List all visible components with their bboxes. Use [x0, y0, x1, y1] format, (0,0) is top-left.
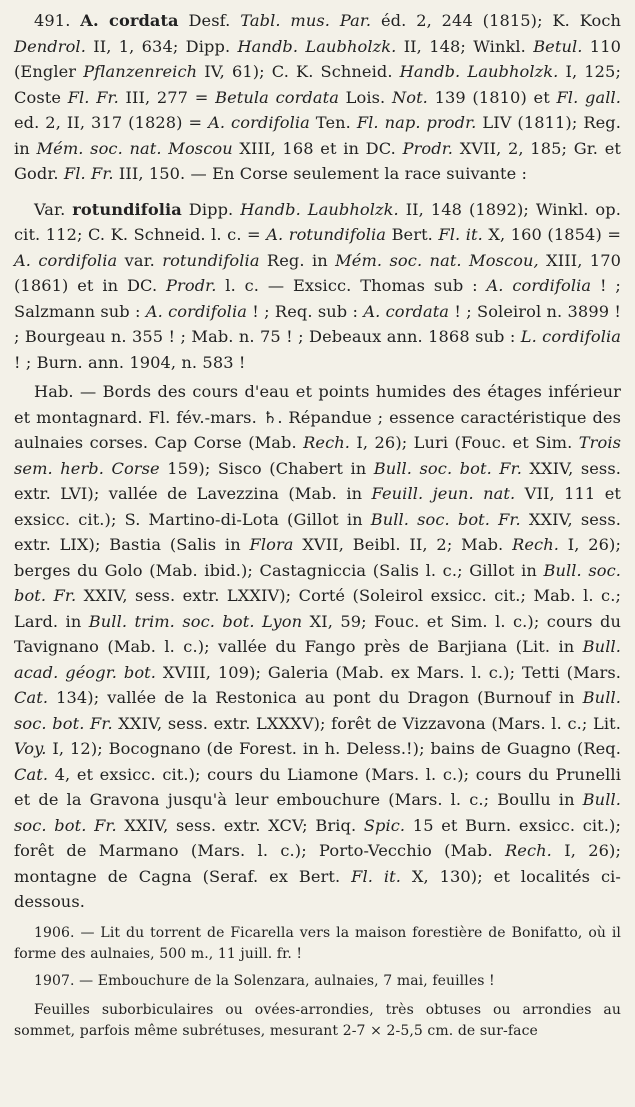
italic-run: Fl. Fr.: [63, 164, 114, 183]
italic-run: Flora: [249, 535, 294, 554]
text-run: X, 130); et localités ci-dessous.: [14, 866, 621, 911]
italic-run: Rech.: [512, 535, 559, 554]
text-run: XXIV, sess. extr. XCV; Briq.: [116, 815, 364, 835]
italic-run: Fl. gall.: [556, 87, 621, 107]
text-run: IV, 61); C. K. Schneid.: [197, 62, 400, 81]
text-run: XXIV, sess. extr. LXXXV); forêt de Vizzavona (Mars. l. c.; Lit.: [112, 713, 621, 733]
italic-run: Fl. nap. prodr.: [356, 113, 477, 132]
text-run: Bert.: [386, 225, 439, 244]
species-citations: [14, 11, 621, 183]
variety-prefix: Var.: [34, 199, 73, 219]
text-run: II, 148 (1892); Winkl. op. cit. 112; C. K. Schneid. l. c. =: [14, 199, 621, 244]
text-run: ! ; Burn. ann. 1904, n. 583 !: [14, 352, 246, 372]
italic-run: Spic.: [363, 815, 406, 835]
text-run: Dipp.: [181, 199, 241, 219]
text-run: 159); Sisco (Chabert in: [159, 458, 374, 478]
text-run: Ten.: [309, 113, 357, 132]
italic-run: Mém. soc. nat. Moscou,: [335, 250, 539, 270]
text-run: XIII, 168 et in DC.: [232, 138, 403, 158]
text-run: var.: [117, 250, 163, 270]
text-run: VII, 111 et exsicc. cit.); S. Martino-di-Lota (Gillot in: [14, 484, 621, 529]
text-run: 139 (1810) et: [427, 87, 557, 107]
italic-run: Bull. soc. bot. Fr.: [373, 458, 522, 478]
variety-citations: [14, 200, 621, 372]
text-run: II, 148; Winkl.: [396, 36, 534, 56]
text-run: Hab. — Bords des cours d'eau et points humides des étages inférieur et montagnard. Fl. fév.-mars. ♄. Répandue ; essence caractéristique des aulnaies corses. Cap Corse (Mab.: [14, 382, 621, 452]
italic-run: A. rotundifolia: [266, 225, 387, 244]
species-name: A. cordata: [80, 11, 179, 30]
text-run: 4, et exsicc. cit.); cours du Liamone (Mars. l. c.); cours du Prunelli et de la Gravona jusqu'à leur embouchure (Mars. l. c.; Boullu in: [14, 764, 621, 809]
text-run: I, 26); berges du Golo (Mab. ibid.); Castagniccia (Salis l. c.; Gillot in: [14, 535, 622, 580]
variety-entry: [14, 197, 621, 376]
text-run: II, 1, 634; Dipp.: [85, 36, 238, 56]
text-run: XXIV, sess. extr. LXXIV); Corté (Soleirol exsicc. cit.; Mab. l. c.; Lard. in: [14, 586, 621, 631]
text-run: I, 26); montagne de Cagna (Seraf. ex Bert.: [14, 841, 622, 886]
text-run: éd. 2, 244 (1815); K. Koch: [371, 11, 622, 30]
habitat-paragraph: [14, 379, 621, 915]
italic-run: Fl. it.: [438, 225, 483, 244]
records-section: [14, 923, 621, 1042]
text-run: XI, 59; Fouc. et Sim. l. c.); cours du Tavignano (Mab. l. c.); vallée du Fango près de Barjiana (Lit. in: [14, 611, 621, 656]
italic-run: Prodr.: [402, 138, 454, 158]
text-run: ! ; Req. sub :: [246, 301, 364, 321]
italic-run: Feuill. jeun. nat.: [371, 484, 516, 503]
text-run: XVII, 2, 185; Gr. et Godr.: [14, 138, 621, 183]
italic-run: Rech.: [303, 433, 351, 452]
italic-run: A. cordata: [363, 301, 450, 321]
text-run: 134); vallée de la Restonica au pont du Dragon (Burnouf in: [48, 688, 583, 707]
text-run: ! ; Soleirol n. 3899 ! ; Bourgeau n. 355 ! ; Mab. n. 75 ! ; Debeaux ann. 1868 sub :: [14, 301, 621, 346]
italic-run: Bull. soc. bot. Fr.: [14, 688, 621, 733]
text-run: Reg. in: [259, 250, 336, 270]
italic-run: Tabl. mus. Par.: [240, 11, 372, 30]
text-run: XIII, 170 (1861) et in DC.: [14, 250, 622, 295]
italic-run: Trois sem. herb. Corse: [14, 433, 621, 478]
text-run: l. c. — Exsicc. Thomas sub :: [216, 276, 487, 295]
text-run: LIV (1811); Reg. in: [14, 113, 621, 158]
italic-run: Betul.: [533, 36, 583, 56]
text-run: I, 125; Coste: [14, 62, 621, 107]
text-run: XXIV, sess. extr. LVI); vallée de Lavezzina (Mab. in: [14, 458, 621, 503]
italic-run: Handb. Laubholzk.: [399, 62, 559, 81]
variety-name: rotundifolia: [72, 199, 182, 219]
italic-run: Mém. soc. nat. Moscou: [36, 138, 233, 158]
species-entry: [14, 8, 621, 187]
habitat-text: [14, 382, 621, 911]
record-1907: 1907. — Embouchure de la Solenzara, aulnaies, 7 mai, feuilles !: [34, 972, 495, 989]
italic-run: A. cordifolia: [14, 250, 118, 270]
italic-run: Bull. soc. bot. Fr.: [14, 560, 621, 605]
italic-run: Fl. it.: [351, 866, 401, 886]
italic-run: Pflanzenreich: [83, 62, 198, 81]
italic-run: A. cordifolia: [486, 276, 592, 295]
text-run: XVII, Beibl. II, 2; Mab.: [293, 535, 513, 554]
italic-run: A. cordifolia: [145, 301, 247, 321]
text-run: XVIII, 109); Galeria (Mab. ex Mars. l. c.); Tetti (Mars.: [156, 662, 621, 682]
italic-run: Prodr.: [166, 276, 217, 295]
text-run: III, 277 =: [118, 87, 216, 107]
record-1906: 1906. — Lit du torrent de Ficarella vers la maison forestière de Bonifatto, où il forme des aulnaies, 500 m., 11 juill. fr. !: [14, 924, 621, 962]
text-run: Desf.: [188, 11, 241, 30]
italic-run: Betula cordata: [215, 87, 339, 107]
italic-run: Handb. Laubholzk.: [240, 199, 399, 219]
italic-run: Dendrol.: [14, 36, 86, 56]
italic-run: Voy.: [14, 739, 47, 758]
text-run: ed. 2, II, 317 (1828) =: [14, 113, 209, 132]
text-run: III, 150. — En Corse seulement la race suivante :: [113, 164, 528, 183]
italic-run: Rech.: [505, 841, 552, 860]
italic-run: Handb. Laubholzk.: [237, 36, 397, 56]
text-run: ! ; Salzmann sub :: [14, 276, 621, 321]
italic-run: Not.: [391, 87, 428, 107]
italic-run: Bull. soc. bot. Fr.: [370, 509, 521, 529]
italic-run: Bull. acad. géogr. bot.: [14, 637, 621, 682]
text-run: I, 26); Luri (Fouc. et Sim.: [350, 433, 579, 452]
text-run: 110 (Engler: [14, 36, 621, 81]
leaf-description: Feuilles suborbiculaires ou ovées-arrondies, très obtuses ou arrondies au sommet, parfois même subrétuses, mesurant 2-7 × 2-5,5 cm. de sur-face: [14, 1001, 621, 1039]
italic-run: Bull. trim. soc. bot. Lyon: [88, 611, 303, 631]
italic-run: rotundifolia: [162, 250, 260, 270]
italic-run: Cat.: [14, 688, 49, 707]
entry-number: 491.: [34, 11, 71, 30]
text-run: Lois.: [339, 87, 392, 107]
italic-run: Bull. soc. bot. Fr.: [14, 790, 621, 835]
italic-run: Cat.: [14, 764, 49, 784]
italic-run: L. cordifolia: [520, 327, 622, 346]
text-run: 15 et Burn. exsicc. cit.); forêt de Marmano (Mars. l. c.); Porto-Vecchio (Mab.: [14, 815, 621, 860]
text-run: XXIV, sess. extr. LIX); Bastia (Salis in: [14, 509, 621, 554]
text-run: I, 12); Bocognano (de Forest. in h. Deless.!); bains de Guagno (Req.: [46, 739, 621, 758]
italic-run: Fl. Fr.: [67, 87, 119, 107]
text-run: X, 160 (1854) =: [482, 225, 622, 244]
italic-run: A. cordifolia: [208, 113, 310, 132]
